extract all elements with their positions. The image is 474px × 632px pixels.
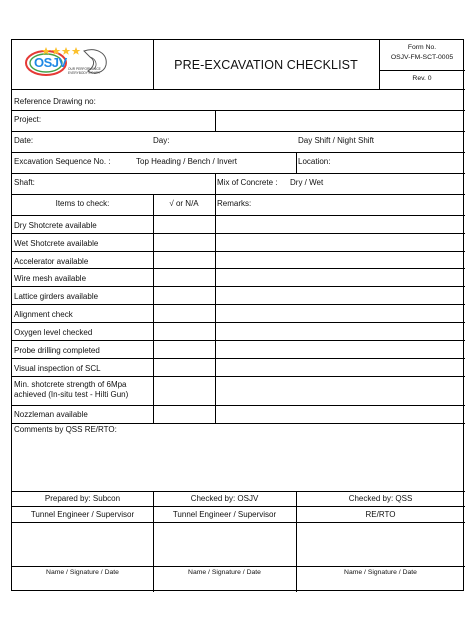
list-item: Visual inspection of SCL (14, 364, 101, 373)
prepared-by: Prepared by: Subcon (44, 494, 121, 503)
location-label: Location: (298, 157, 331, 166)
form-no-value: OSJV-FM-SCT-0005 (390, 54, 454, 61)
excavation-options: Top Heading / Bench / Invert (136, 157, 237, 166)
sign-line-osjv: Name / Signature / Date (188, 569, 261, 576)
logo-tagline-2: EVERYBODY'S DUTY (68, 71, 101, 75)
col-check-header: √ or N/A (169, 199, 199, 208)
checked-by-osjv: Checked by: OSJV (190, 494, 259, 503)
list-item: Dry Shotcrete available (14, 221, 97, 230)
rule (12, 405, 465, 406)
rule (12, 376, 465, 377)
date-label: Date: (14, 136, 34, 145)
role-qss: RE/RTO (365, 510, 396, 519)
form-no-label: Form No. (407, 44, 437, 51)
list-item: Wet Shotcrete available (14, 239, 99, 248)
comments-label: Comments by QSS RE/RTO: (14, 425, 117, 434)
sign-line-subcon: Name / Signature / Date (46, 569, 119, 576)
excavation-sequence-label: Excavation Sequence No. : (14, 157, 111, 166)
col-items-header: Items to check: (55, 199, 110, 208)
day-label: Day: (153, 136, 170, 145)
rule (12, 423, 465, 424)
rule (12, 131, 465, 132)
shift-options: Day Shift / Night Shift (298, 136, 375, 145)
rule (12, 358, 465, 359)
rule (12, 566, 465, 567)
osjv-logo (24, 45, 116, 81)
page-title: PRE-EXCAVATION CHECKLIST (174, 58, 358, 72)
rule (12, 194, 465, 195)
rule (215, 194, 216, 423)
logo-wordmark: OSJV (34, 55, 67, 70)
list-item: Min. shotcrete strength of 6Mpa achieved (In-situ test - Hilti Gun) (14, 380, 129, 399)
list-item: Nozzleman available (14, 410, 88, 419)
checklist-form (11, 39, 464, 591)
role-subcon: Tunnel Engineer / Supervisor (30, 510, 135, 519)
list-item: Lattice girders available (14, 292, 99, 301)
rule (215, 173, 216, 194)
revision: Rev. 0 (412, 75, 432, 82)
rule (12, 89, 465, 90)
rule (12, 522, 465, 523)
logo-tagline-1: OUR PERFORMANCE (68, 67, 101, 71)
list-item: Alignment check (14, 310, 73, 319)
rule (12, 268, 465, 269)
rule (12, 110, 465, 111)
rule (12, 215, 465, 216)
sign-line-qss: Name / Signature / Date (344, 569, 417, 576)
role-osjv: Tunnel Engineer / Supervisor (172, 510, 277, 519)
rule (12, 304, 465, 305)
reference-drawing-label: Reference Drawing no: (14, 97, 96, 106)
shaft-label: Shaft: (14, 178, 35, 187)
list-item: Probe drilling completed (14, 346, 100, 355)
rule (12, 322, 465, 323)
mix-options: Dry / Wet (290, 178, 324, 187)
rule (12, 152, 465, 153)
rule (153, 194, 154, 423)
rule (12, 173, 465, 174)
formno-divider (379, 70, 465, 71)
project-label: Project: (14, 115, 42, 124)
rule (12, 233, 465, 234)
col-remarks-header: Remarks: (217, 199, 252, 208)
checked-by-qss: Checked by: QSS (348, 494, 413, 503)
list-item: Accelerator available (14, 257, 89, 266)
rule (296, 152, 297, 173)
rule (12, 340, 465, 341)
rule (12, 506, 465, 507)
mix-of-concrete-label: Mix of Concrete : (217, 178, 278, 187)
rule (12, 491, 465, 492)
rule (215, 110, 216, 131)
list-item: Oxygen level checked (14, 328, 93, 337)
rule (12, 286, 465, 287)
rule (12, 251, 465, 252)
list-item: Wire mesh available (14, 274, 87, 283)
